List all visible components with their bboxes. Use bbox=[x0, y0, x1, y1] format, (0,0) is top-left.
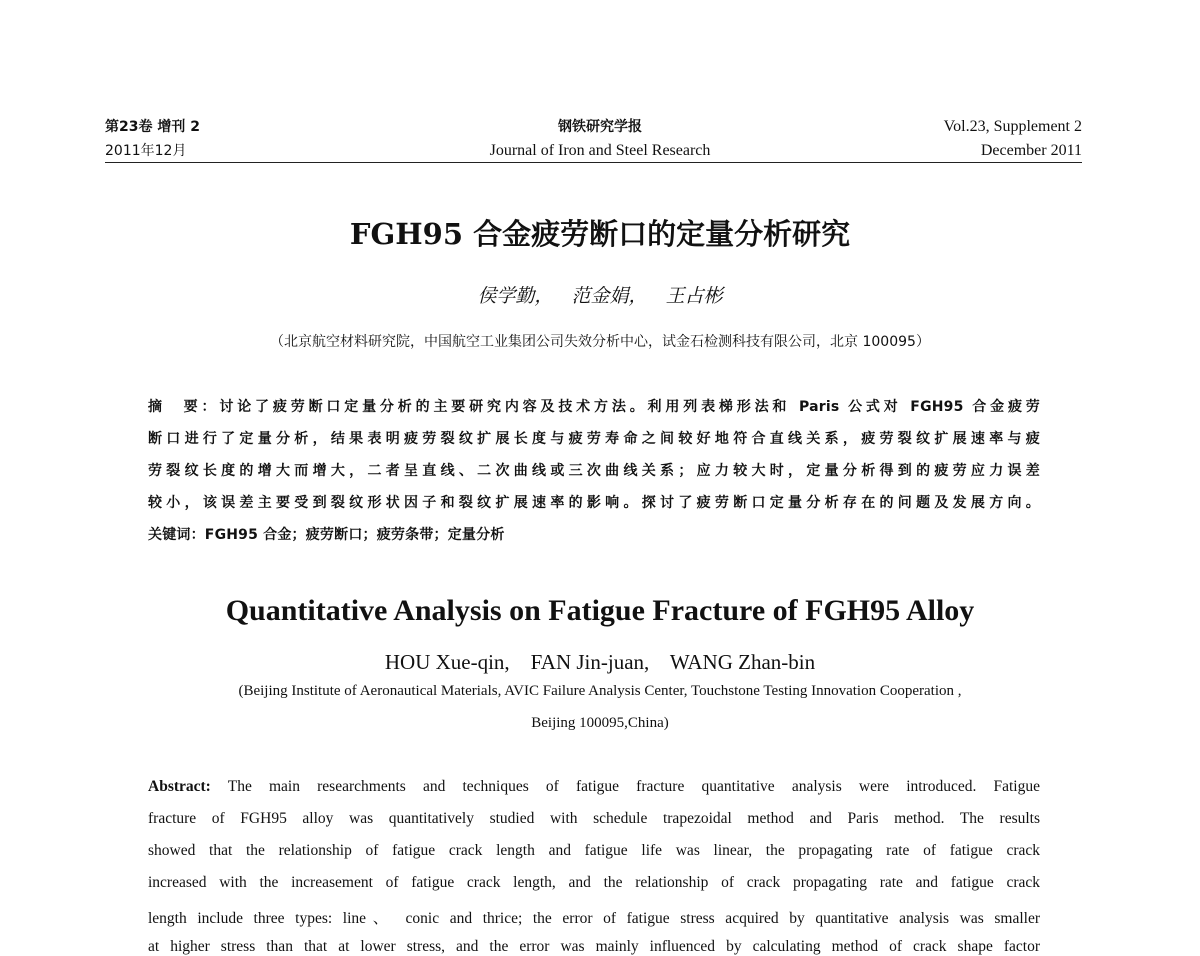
keywords-cn: 关键词：FGH95 合金；疲劳断口；疲劳条带；定量分析 bbox=[148, 527, 505, 543]
abstract-en-line: increased with the increasement of fatigue crack length, and the relationship of crack propagating rate and fatigue crack bbox=[148, 874, 1040, 891]
abstract-en-line: length include three types: line、 conic and thrice; the error of fatigue stress acquired by quantitative analysis was smaller bbox=[148, 910, 1040, 927]
volume-supplement: Vol.23, Supplement 2 bbox=[943, 118, 1082, 135]
page-title-en: Quantitative Analysis on Fatigue Fracture of FGH95 Alloy bbox=[225, 594, 975, 627]
abstract-cn-line: 较小，该误差主要受到裂纹形状因子和裂纹扩展速率的影响。探讨了疲劳断口定量分析存在的问题及发展方向。 bbox=[148, 495, 1040, 511]
affiliation-en-line2: Beijing 100095,China) bbox=[531, 715, 669, 731]
abstract-cn-line: 摘 要：讨论了疲劳断口定量分析的主要研究内容及技术方法。利用列表梯形法和 Paris 公式对 FGH95 合金疲劳 bbox=[148, 399, 1040, 415]
abstract-en-text: The main researchments and techniques of fatigue fracture quantitative analysis were introduced. Fatigue bbox=[227, 778, 1040, 795]
journal-name-cn: 钢铁研究学报 bbox=[558, 119, 642, 135]
abstract-label: Abstract: bbox=[148, 778, 211, 795]
issue-date: 2011年12月 bbox=[105, 143, 187, 159]
volume-issue: 第23卷 增刊 2 bbox=[105, 119, 200, 135]
abstract-cn-line: 劳裂纹长度的增大而增大，二者呈直线、二次曲线或三次曲线关系；应力较大时，定量分析得到的疲劳应力误差 bbox=[148, 463, 1040, 479]
abstract-en-line bbox=[148, 778, 1040, 796]
journal-volume-en bbox=[944, 117, 1082, 161]
abstract-en-line: at higher stress than that at lower stress, and the error was mainly influenced by calculating method of crack shape factor bbox=[148, 938, 1040, 955]
issue-date-en: December 2011 bbox=[980, 142, 1082, 159]
abstract-en-line: showed that the relationship of fatigue crack length and fatigue life was linear, the propagating rate of fatigue crack bbox=[148, 842, 1040, 859]
abstract-cn-line: 断口进行了定量分析，结果表明疲劳裂纹扩展长度与疲劳寿命之间较好地符合直线关系，疲劳裂纹扩展速率与疲 bbox=[148, 431, 1040, 447]
authors-cn: 侯学勤， 范金娟， 王占彬 bbox=[477, 285, 723, 307]
header-rule bbox=[105, 162, 1082, 163]
authors-en: HOU Xue-qin, FAN Jin-juan, WANG Zhan-bin bbox=[384, 650, 816, 674]
affiliation-en-line1: (Beijing Institute of Aeronautical Materials, AVIC Failure Analysis Center, Touchstone Testing Innovation Cooperation , bbox=[238, 683, 962, 699]
abstract-en-line: fracture of FGH95 alloy was quantitatively studied with schedule trapezoidal method and Paris method. The results bbox=[148, 810, 1040, 827]
affiliation-cn: （北京航空材料研究院，中国航空工业集团公司失效分析中心，试金石检测科技有限公司，北京 100095） bbox=[270, 334, 930, 350]
page-title-cn: FGH95 合金疲劳断口的定量分析研究 bbox=[349, 217, 851, 251]
journal-name-en: Journal of Iron and Steel Research bbox=[489, 142, 711, 159]
